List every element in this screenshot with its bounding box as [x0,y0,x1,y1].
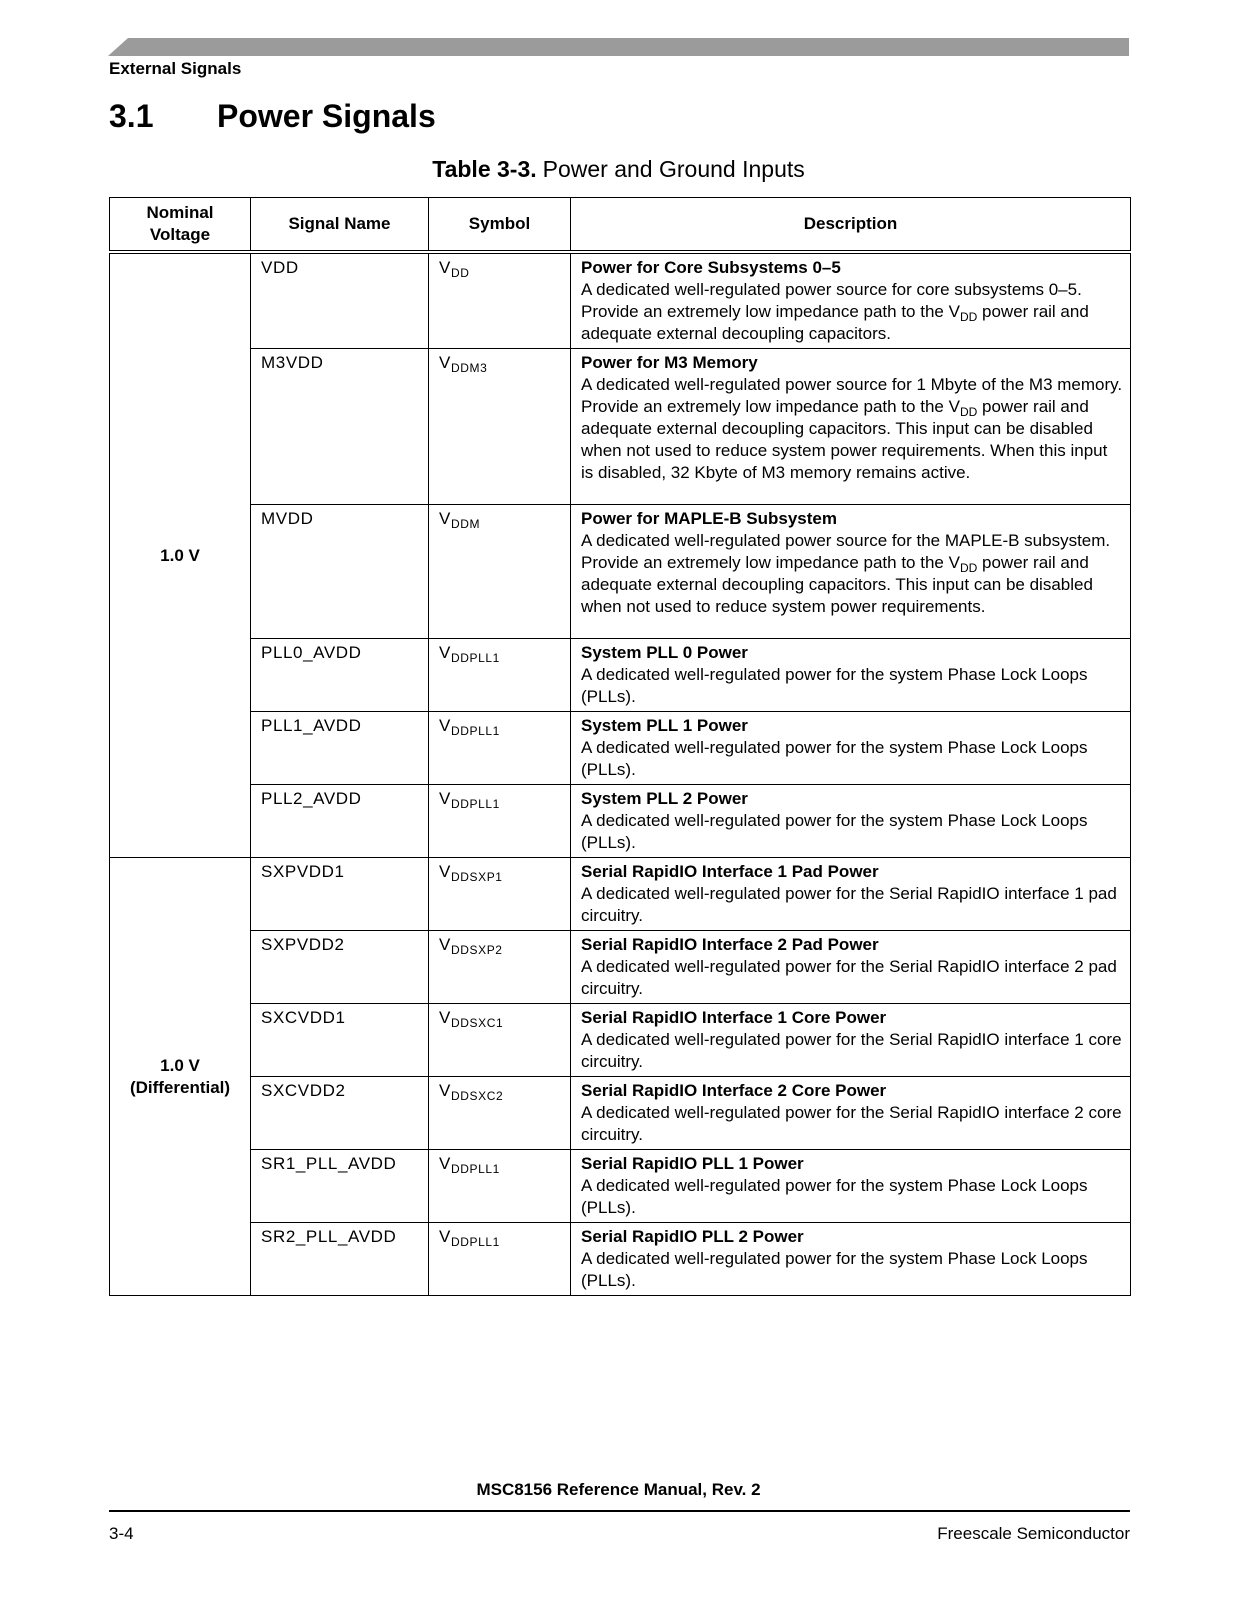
symbol-cell [429,712,571,785]
voltage-value: 1.0 V [160,1055,200,1075]
description-cell [571,1150,1131,1223]
symbol-base: V [439,1154,451,1173]
symbol-cell [429,1004,571,1077]
signal-name-cell: M3VDD [251,349,429,505]
table-row [110,252,1131,349]
description-subscript: DD [959,310,978,324]
voltage-value: 1.0 V [160,545,200,565]
nominal-voltage-cell [110,252,251,858]
table-caption [0,156,1237,183]
description-cell [571,1077,1131,1150]
table-caption-text: Power and Ground Inputs [542,156,805,182]
signal-name-cell: MVDD [251,505,429,639]
table-row [110,931,1131,1004]
symbol-subscript: DDPLL1 [450,1235,500,1249]
description-cell [571,349,1131,505]
symbol-base: V [439,789,451,808]
description-title: Serial RapidIO Interface 1 Core Power [581,1008,887,1027]
table-row [110,349,1131,505]
symbol-subscript: DD [450,266,470,280]
symbol-subscript: DDPLL1 [450,1162,500,1176]
signal-name-cell: SR2_PLL_AVDD [251,1223,429,1296]
signal-name-cell: VDD [251,252,429,349]
description-text: A dedicated well-regulated power for the Serial RapidIO interface 2 core circuitry. [581,1103,1122,1144]
description-cell [571,858,1131,931]
table-row [110,858,1131,931]
section-title: Power Signals [217,98,436,134]
symbol-base: V [439,935,451,954]
description-title: Serial RapidIO PLL 1 Power [581,1154,804,1173]
symbol-subscript: DDSXC2 [450,1089,504,1103]
description-text: A dedicated well-regulated power source for the MAPLE-B subsystem. Provide an extremely low impedance path to the V [581,531,1111,572]
section-heading [109,98,436,135]
symbol-subscript: DDSXC1 [450,1016,504,1030]
symbol-cell [429,252,571,349]
description-title: Power for M3 Memory [581,353,758,372]
table-row [110,1004,1131,1077]
table-row [110,505,1131,639]
symbol-base: V [439,258,451,277]
table-row [110,639,1131,712]
description-text: A dedicated well-regulated power for the Serial RapidIO interface 1 pad circuitry. [581,884,1117,925]
description-text: A dedicated well-regulated power for the system Phase Lock Loops (PLLs). [581,738,1088,779]
header-symbol: Symbol [429,198,571,253]
description-text: A dedicated well-regulated power for the system Phase Lock Loops (PLLs). [581,665,1088,706]
symbol-cell [429,349,571,505]
symbol-base: V [439,509,451,528]
symbol-base: V [439,1008,451,1027]
description-cell [571,1223,1131,1296]
table-header-row [110,198,1131,253]
nominal-voltage-cell [110,858,251,1296]
symbol-subscript: DDM3 [450,361,488,375]
power-ground-table [109,197,1131,1296]
table-row [110,785,1131,858]
symbol-base: V [439,353,451,372]
description-cell [571,1004,1131,1077]
table-row [110,1077,1131,1150]
table-row [110,1150,1131,1223]
symbol-subscript: DDSXP1 [450,870,503,884]
header-signal-name: Signal Name [251,198,429,253]
symbol-subscript: DDPLL1 [450,797,500,811]
signal-name-cell: PLL0_AVDD [251,639,429,712]
voltage-qualifier: (Differential) [129,1077,231,1097]
symbol-subscript: DDPLL1 [450,724,500,738]
symbol-cell [429,1077,571,1150]
running-head: External Signals [109,59,242,78]
symbol-cell [429,1223,571,1296]
signal-name-cell: SXPVDD1 [251,858,429,931]
description-title: Serial RapidIO Interface 2 Pad Power [581,935,879,954]
symbol-subscript: DDM [450,517,481,531]
description-text: A dedicated well-regulated power for the Serial RapidIO interface 1 core circuitry. [581,1030,1122,1071]
header-description: Description [571,198,1131,253]
description-text: A dedicated well-regulated power for the system Phase Lock Loops (PLLs). [581,811,1088,852]
symbol-cell [429,858,571,931]
description-title: System PLL 1 Power [581,716,748,735]
description-subscript: DD [959,405,978,419]
table-caption-label: Table 3-3. [432,156,537,182]
description-title: Serial RapidIO PLL 2 Power [581,1227,804,1246]
section-number: 3.1 [109,98,154,134]
description-cell [571,785,1131,858]
description-text-cont: power rail and adequate external decoupling capacitors. This input can be disabled when not used to reduce system power requirements. When this input is disabled, 32 Kbyte of M3 memory remains active. [581,397,1108,482]
header-nominal-voltage: Nominal Voltage [110,198,251,253]
description-cell [571,505,1131,639]
description-text: A dedicated well-regulated power source for core subsystems 0–5. Provide an extremely low impedance path to the V [581,280,1082,321]
symbol-subscript: DDPLL1 [450,651,500,665]
symbol-cell [429,505,571,639]
symbol-base: V [439,1227,451,1246]
description-subscript: DD [959,561,978,575]
symbol-base: V [439,716,451,735]
table-row [110,1223,1131,1296]
footer-rule [109,1510,1130,1512]
description-text-cont: power rail and adequate external decoupling capacitors. This input can be disabled when not used to reduce system power requirements. [581,553,1093,616]
symbol-cell [429,785,571,858]
description-title: System PLL 2 Power [581,789,748,808]
signal-name-cell: SR1_PLL_AVDD [251,1150,429,1223]
footer-manual-title: MSC8156 Reference Manual, Rev. 2 [476,1480,761,1499]
description-text: A dedicated well-regulated power for the system Phase Lock Loops (PLLs). [581,1176,1088,1217]
signal-name-cell: SXCVDD1 [251,1004,429,1077]
signal-name-cell: PLL2_AVDD [251,785,429,858]
symbol-subscript: DDSXP2 [450,943,503,957]
symbol-base: V [439,862,451,881]
description-title: Serial RapidIO Interface 2 Core Power [581,1081,887,1100]
description-cell [571,931,1131,1004]
description-text: A dedicated well-regulated power for the Serial RapidIO interface 2 pad circuitry. [581,957,1117,998]
symbol-base: V [439,1081,451,1100]
symbol-cell [429,639,571,712]
signal-name-cell: SXCVDD2 [251,1077,429,1150]
description-text: A dedicated well-regulated power for the system Phase Lock Loops (PLLs). [581,1249,1088,1290]
description-title: System PLL 0 Power [581,643,748,662]
symbol-cell [429,931,571,1004]
symbol-cell [429,1150,571,1223]
signal-name-cell: SXPVDD2 [251,931,429,1004]
description-cell [571,252,1131,349]
page-number: 3-4 [109,1524,134,1543]
description-title: Power for MAPLE-B Subsystem [581,509,837,528]
signal-name-cell: PLL1_AVDD [251,712,429,785]
description-title: Power for Core Subsystems 0–5 [581,258,841,277]
symbol-base: V [439,643,451,662]
description-cell [571,639,1131,712]
description-text: A dedicated well-regulated power source for 1 Mbyte of the M3 memory. Provide an extremely low impedance path to the V [581,375,1123,416]
description-cell [571,712,1131,785]
description-title: Serial RapidIO Interface 1 Pad Power [581,862,879,881]
header-bar [108,38,1129,56]
description-text-cont: power rail and adequate external decoupling capacitors. [581,302,1089,343]
table-row [110,712,1131,785]
footer-company: Freescale Semiconductor [937,1524,1130,1543]
